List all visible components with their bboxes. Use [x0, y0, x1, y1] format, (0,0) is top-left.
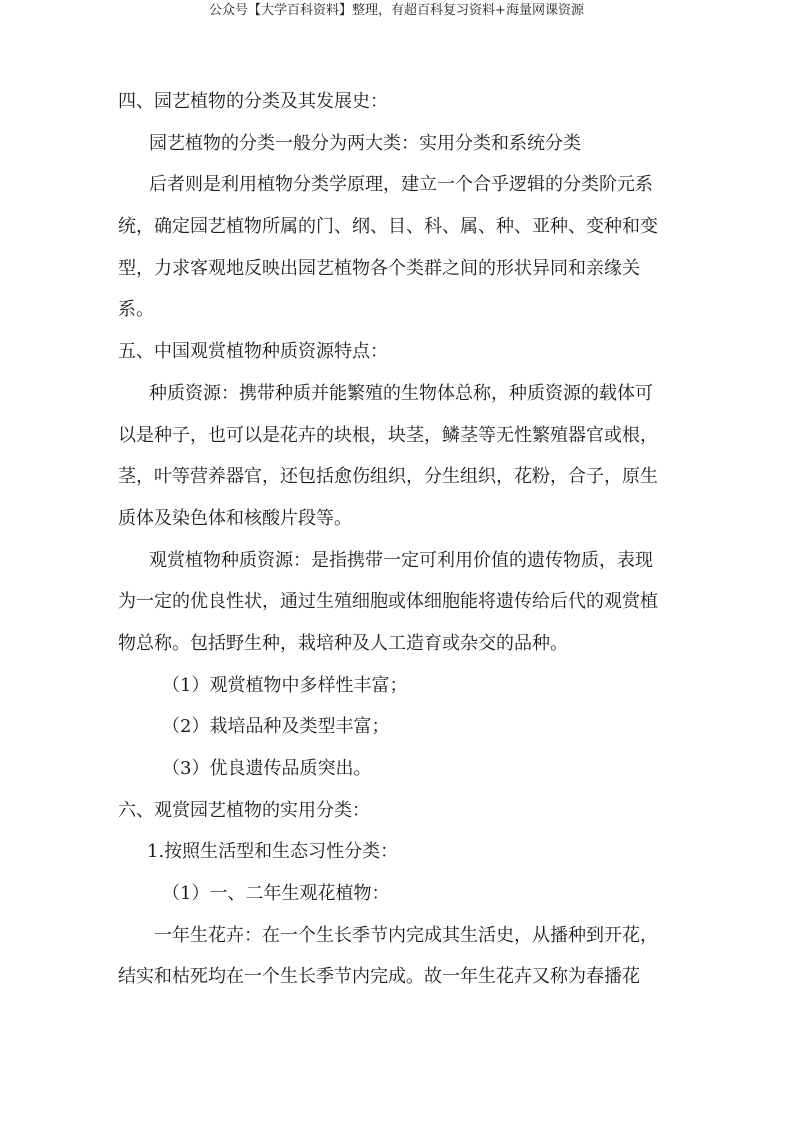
subsection-heading: 1.按照生活型和生态习性分类： [147, 841, 399, 863]
paragraph-line: 统，确定园艺植物所属的门、纲、目、科、属、种、亚种、变种和变 [118, 216, 658, 238]
paragraph-line: 茎，叶等营养器官，还包括愈伤组织，分生组织，花粉，合子，原生 [118, 466, 658, 488]
subsection-item: （1）一、二年生观花植物： [162, 883, 390, 905]
paragraph-line: 一年生花卉：在一个生长季节内完成其生活史，从播种到开花， [154, 924, 658, 946]
page-header: 公众号【大学百科资料】整理，有超百科复习资料+海量网课资源 [209, 3, 584, 18]
section-heading-4: 四、园艺植物的分类及其发展史： [118, 91, 388, 112]
list-item: （2）栽培品种及类型丰富； [162, 716, 390, 738]
paragraph-line: 以是种子，也可以是花卉的块根，块茎，鳞茎等无性繁殖器官或根， [118, 424, 658, 446]
paragraph-line: 结实和枯死均在一个生长季节内完成。故一年生花卉又称为春播花 [118, 966, 640, 988]
section-heading-5: 五、中国观赏植物种质资源特点： [118, 341, 388, 363]
list-item: （1）观赏植物中多样性丰富； [162, 674, 408, 696]
paragraph-line: 物总称。包括野生种，栽培种及人工造育或杂交的品种。 [118, 632, 568, 654]
list-item: （3）优良遗传品质突出。 [162, 758, 372, 779]
paragraph-line: 系。 [118, 299, 154, 321]
paragraph-line: 为一定的优良性状，通过生殖细胞或体细胞能将遗传给后代的观赏植 [118, 591, 658, 613]
paragraph-line: 型，力求客观地反映出园艺植物各个类群之间的形状异同和亲缘关 [118, 257, 640, 279]
section-heading-6: 六、观赏园艺植物的实用分类： [118, 799, 370, 821]
paragraph-line: 种质资源：携带种质并能繁殖的生物体总称，种质资源的载体可 [149, 382, 653, 404]
document-body [118, 81, 686, 998]
paragraph-line: 观赏植物种质资源：是指携带一定可利用价值的遗传物质，表现 [149, 549, 653, 571]
paragraph-line: 后者则是利用植物分类学原理，建立一个合乎逻辑的分类阶元系 [149, 174, 653, 196]
paragraph-line: 园艺植物的分类一般分为两大类：实用分类和系统分类 [149, 132, 581, 154]
paragraph-line: 质体及染色体和核酸片段等。 [118, 507, 352, 529]
